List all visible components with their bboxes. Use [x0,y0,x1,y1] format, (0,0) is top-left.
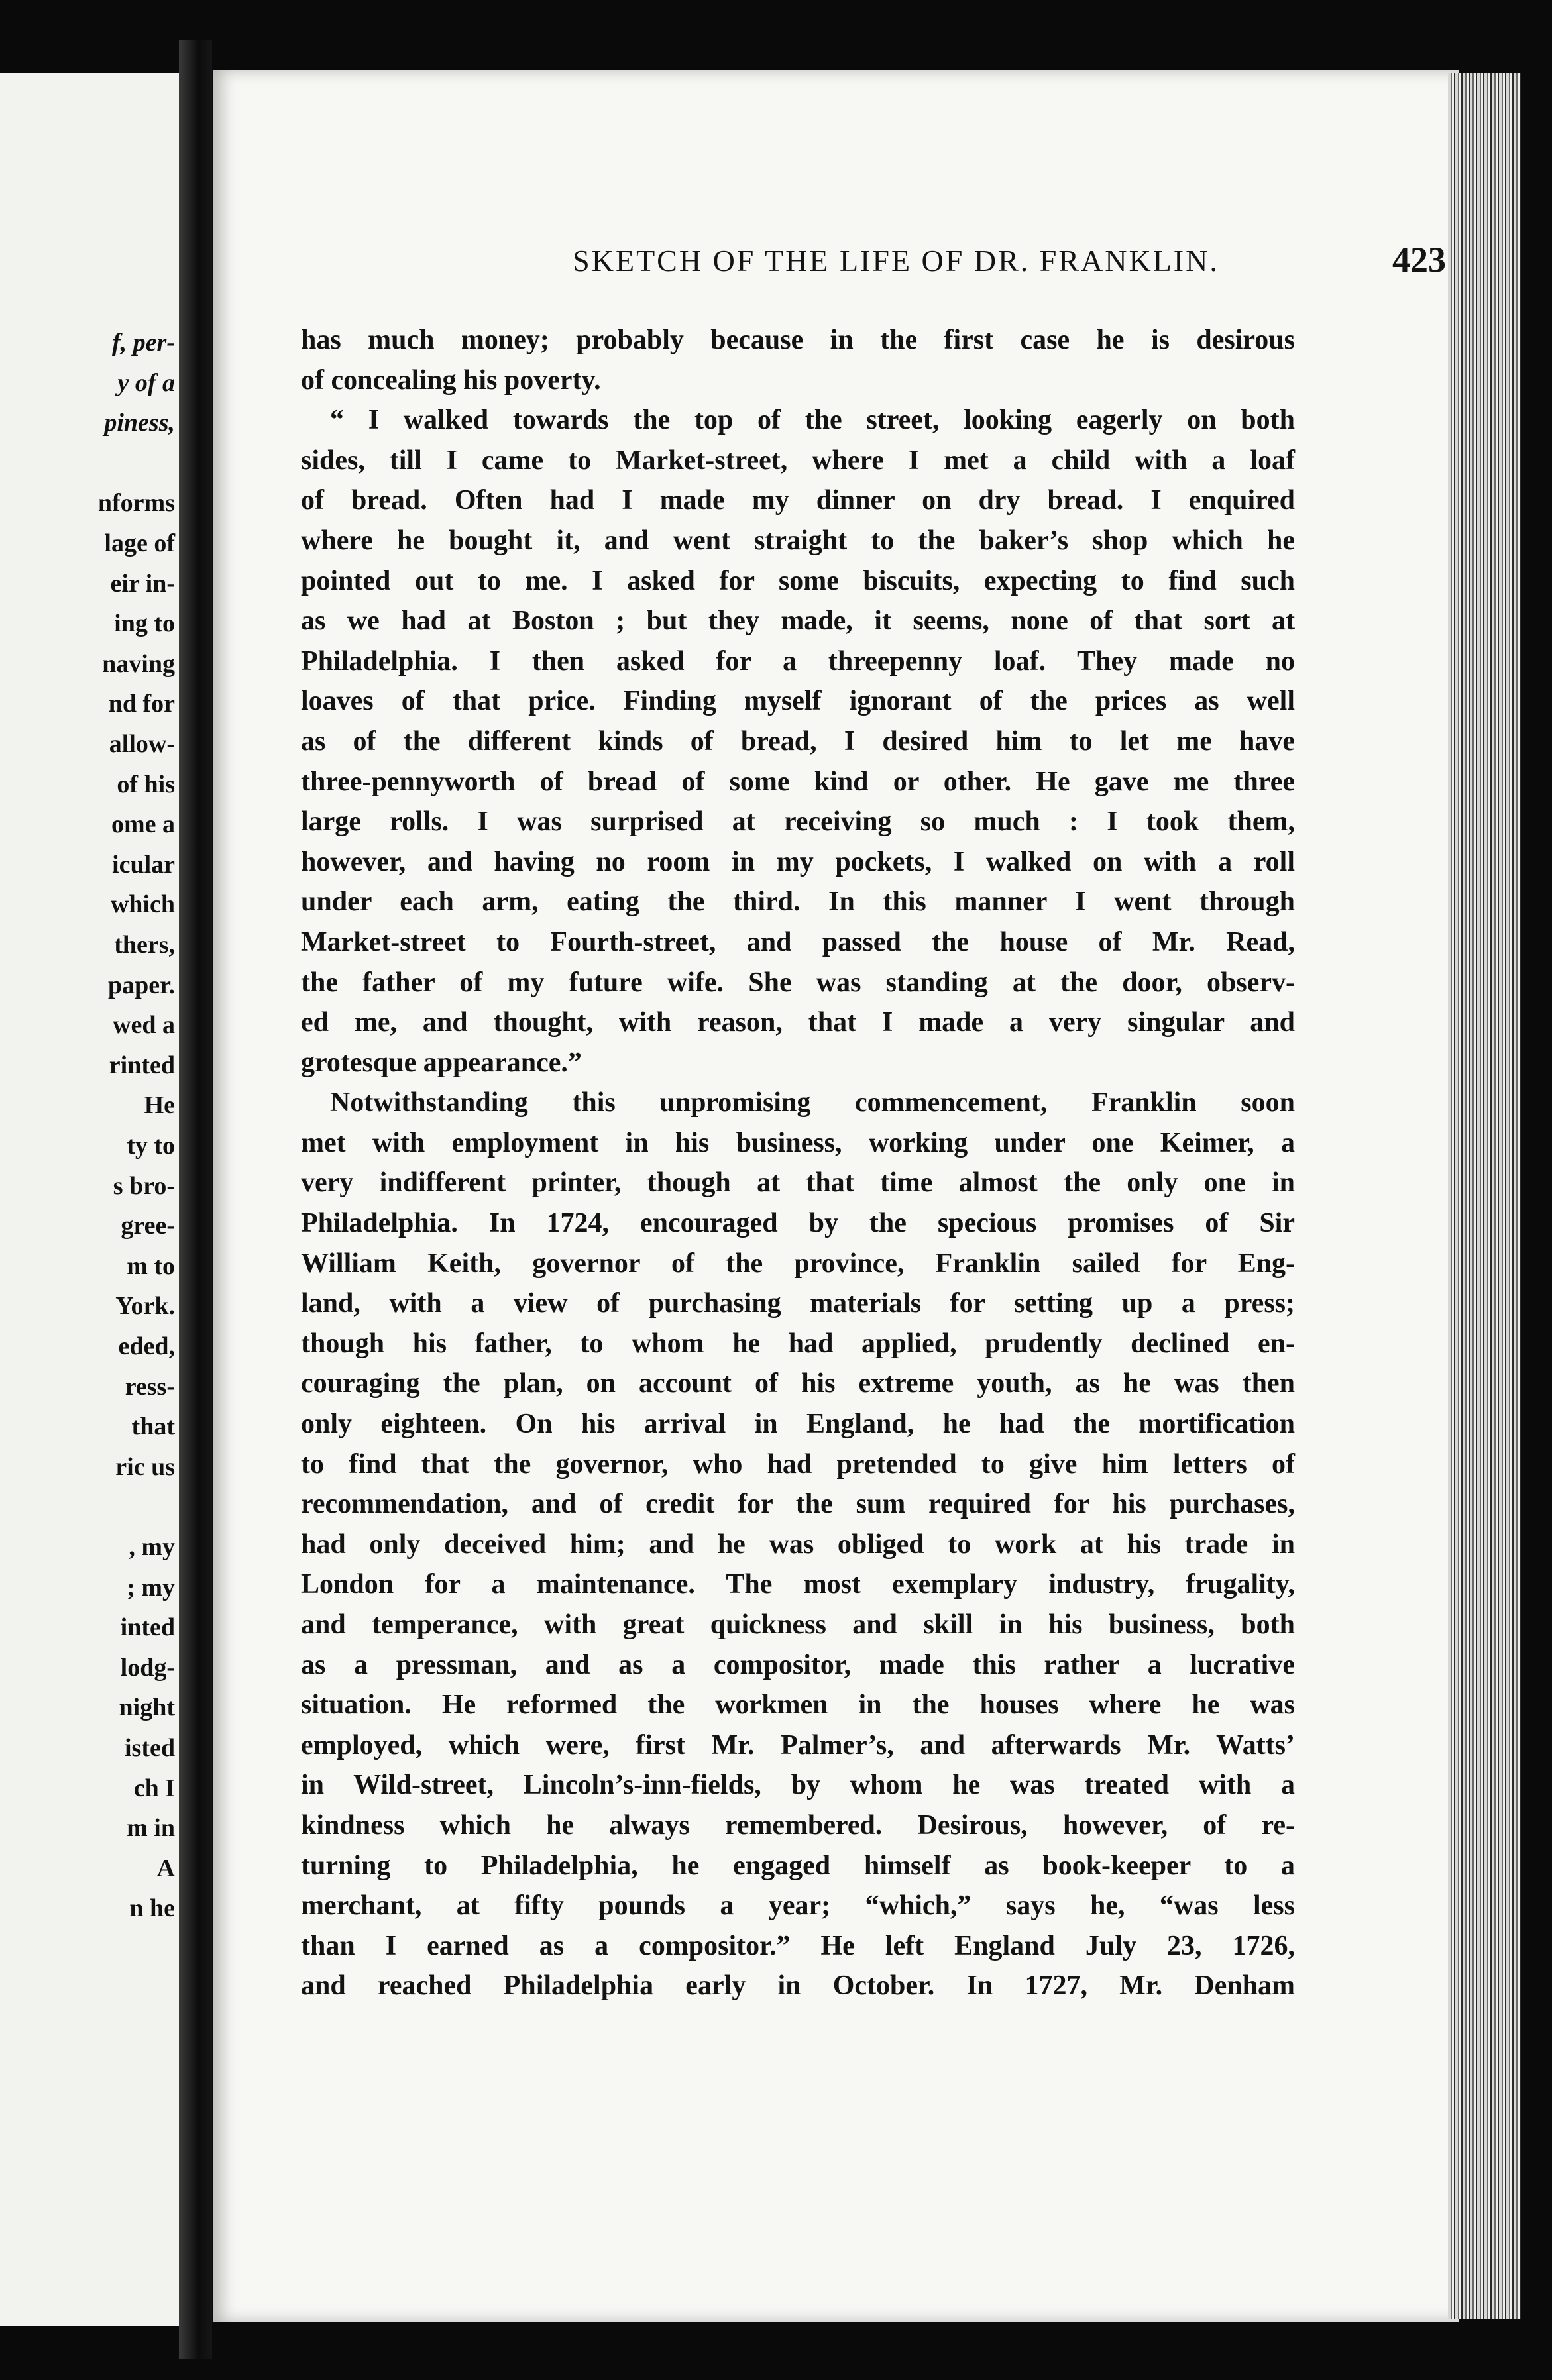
text-line: however, and having no room in my pockets, I walked on with a roll [301,846,1295,877]
text-line: as a pressman, and as a compositor, made this rather a lucrative [301,1649,1295,1680]
text-line: three-pennyworth of bread of some kind or other. He gave me three [301,766,1295,797]
text-line: ed me, and thought, with reason, that I made a very singular and [301,1007,1295,1038]
page-number: 423 [1392,240,1446,280]
text-line: recommendation, and of credit for the sum required for his purchases, [301,1489,1295,1520]
text-line: Philadelphia. I then asked for a threepenny loaf. They made no [301,645,1295,676]
facing-page-fragment [0,73,179,2326]
facing-page-text-fragment: wed a [113,1011,175,1040]
text-line: land, with a view of purchasing materials for setting up a press; [301,1288,1295,1319]
facing-page-text-fragment: ric us [115,1452,175,1481]
text-line: merchant, at fifty pounds a year; “which,” says he, “was less [301,1890,1295,1921]
facing-page-text-fragment: , my [129,1533,175,1561]
facing-page-text-fragment: He [144,1091,175,1120]
facing-page-text-fragment: nd for [108,690,175,718]
facing-page-text-fragment: rinted [109,1051,175,1079]
text-line: as we had at Boston ; but they made, it seems, none of that sort at [301,606,1295,637]
facing-page-text-fragment: m to [127,1252,175,1280]
book-gutter [179,40,212,2359]
text-line: under each arm, eating the third. In this manner I went through [301,887,1295,918]
facing-page-text-fragment: York. [115,1292,175,1321]
text-line: situation. He reformed the workmen in the houses where he was [301,1690,1295,1721]
text-line: as of the different kinds of bread, I desired him to let me have [301,726,1295,757]
text-line: large rolls. I was surprised at receiving so much : I took them, [301,806,1295,838]
text-line: where he bought it, and went straight to the baker’s shop which he [301,525,1295,556]
text-line: the father of my future wife. She was standing at the door, observ- [301,967,1295,998]
text-line: only eighteen. On his arrival in England, he had the mortification [301,1409,1295,1440]
facing-page-text-fragment: lage of [104,529,175,557]
text-line: pointed out to me. I asked for some biscuits, expecting to find such [301,565,1295,596]
facing-page-text-fragment: y of a [117,368,175,397]
text-line: to find that the governor, who had pretended to give him letters of [301,1448,1295,1480]
facing-page-text-fragment: n he [129,1894,175,1923]
text-line: employed, which were, first Mr. Palmer’s, and afterwards Mr. Watts’ [301,1729,1295,1760]
running-title: SKETCH OF THE LIFE OF DR. FRANKLIN. [573,244,1219,278]
text-line: has much money; probably because in the first case he is desirous [301,325,1295,355]
text-line: though his father, to whom he had applied, prudently declined en- [301,1328,1295,1359]
facing-page-text-fragment: eir in- [110,569,175,598]
facing-page-text-fragment: ; my [127,1573,175,1601]
facing-page-text-fragment: that [131,1413,175,1441]
facing-page-text-fragment: icular [112,850,175,879]
facing-page-text-fragment: paper. [107,971,175,999]
text-line: Market-street to Fourth-street, and passed the house of Mr. Read, [301,926,1295,957]
facing-page-text-fragment: ty to [127,1132,175,1160]
facing-page-text-fragment: inted [120,1613,175,1642]
facing-page-text-fragment: ing to [114,610,175,638]
facing-page-text-fragment: eded, [118,1332,175,1360]
text-line: kindness which he always remembered. Desirous, however, of re- [301,1810,1295,1841]
facing-page-text-fragment: allow- [109,730,175,758]
text-line: Notwithstanding this unpromising commencement, Franklin soon [330,1087,1295,1118]
facing-page-text-fragment: piness, [104,409,175,437]
facing-page-text-fragment: naving [102,649,175,678]
text-line: sides, till I came to Market-street, where I met a child with a loaf [301,445,1295,476]
facing-page-text-fragment: m in [127,1814,175,1843]
facing-page-text-fragment: ress- [125,1372,175,1401]
facing-page-text-fragment: ch I [133,1774,175,1802]
facing-page-text-fragment: night [119,1694,175,1722]
text-line: of concealing his poverty. [301,364,601,396]
text-line: met with employment in his business, working under one Keimer, a [301,1127,1295,1158]
facing-page-text-fragment: s bro- [113,1171,175,1200]
text-line: in Wild-street, Lincoln’s-inn-fields, by whom he was treated with a [301,1770,1295,1801]
facing-page-text-fragment: ome a [111,810,175,839]
text-line: London for a maintenance. The most exemplary industry, frugality, [301,1569,1295,1600]
book-page [213,70,1459,2322]
text-line: loaves of that price. Finding myself ignorant of the prices as well [301,686,1295,717]
facing-page-text-fragment: thers, [114,931,175,959]
text-line: and reached Philadelphia early in October. In 1727, Mr. Denham [301,1971,1295,2002]
facing-page-text-fragment: lodg- [120,1653,175,1682]
facing-page-text-fragment: which [110,891,175,919]
text-line: grotesque appearance.” [301,1047,582,1078]
facing-page-text-fragment: A [156,1854,175,1882]
facing-page-text-fragment: f, per- [112,329,175,356]
facing-page-text-fragment: of his [117,770,175,798]
body-text [301,320,1295,2006]
facing-page-text-fragment: gree- [121,1212,175,1240]
text-line: couraging the plan, on account of his extreme youth, as he was then [301,1368,1295,1399]
text-line: William Keith, governor of the province, Franklin sailed for Eng- [301,1248,1295,1279]
facing-page-text-fragment: nforms [97,489,175,517]
text-line: Philadelphia. In 1724, encouraged by the specious promises of Sir [301,1208,1295,1239]
text-line: “ I walked towards the top of the street, looking eagerly on both [330,405,1295,436]
text-line: had only deceived him; and he was obliged to work at his trade in [301,1529,1295,1560]
running-head [412,240,1446,290]
text-line: than I earned as a compositor.” He left England July 23, 1726, [301,1930,1295,1961]
text-line: and temperance, with great quickness and skill in his business, both [301,1609,1295,1640]
text-line: of bread. Often had I made my dinner on dry bread. I enquired [301,485,1295,516]
text-line: very indifferent printer, though at that time almost the only one in [301,1167,1295,1199]
page-edges [1448,73,1521,2319]
facing-page-text-fragment: isted [125,1734,175,1762]
text-line: turning to Philadelphia, he engaged himself as book-keeper to a [301,1850,1295,1881]
